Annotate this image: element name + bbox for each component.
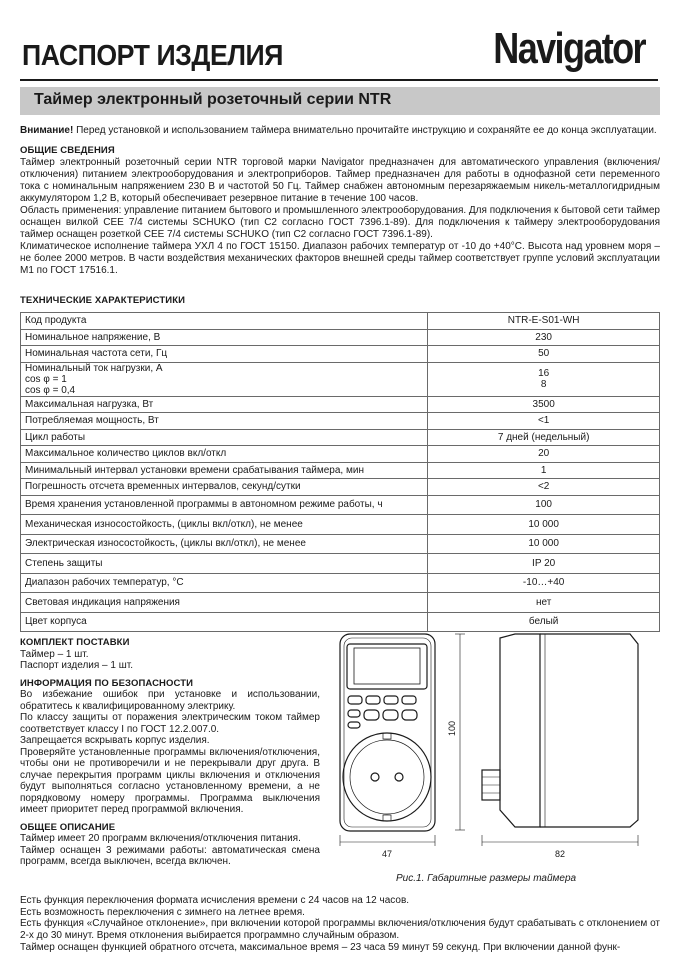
lcd-display-frame [347, 644, 427, 689]
dim-width-side-label: 82 [555, 849, 566, 859]
socket-ground-bottom [383, 815, 391, 821]
spec-row [21, 462, 660, 479]
spec-value: 3500 [428, 396, 660, 413]
general-section [20, 145, 660, 277]
description-heading: ОБЩЕЕ ОПИСАНИЕ [20, 821, 116, 833]
warning-text: Перед установкой и использованием таймера внимательно прочитайте инструкцию и сохраняйте ее до конца эксплуатации. [73, 125, 657, 136]
general-heading: ОБЩИЕ СВЕДЕНИЯ [20, 145, 115, 156]
spec-key: Погрешность отсчета временных интервалов, секунд/сутки [21, 479, 428, 496]
spec-key: Цикл работы [21, 429, 428, 446]
spec-key: Время хранения установленной программы в автономном режиме работы, ч [21, 495, 428, 515]
spec-value: 16 8 [428, 362, 660, 396]
spec-key: Номинальное напряжение, В [21, 329, 428, 346]
kit-item: Паспорт изделия – 1 шт. [20, 660, 134, 671]
spec-key: Номинальный ток нагрузки, А cos φ = 1 cos φ = 0,4 [21, 362, 428, 396]
spec-value: 10 000 [428, 534, 660, 554]
spec-key: Номинальная частота сети, Гц [21, 346, 428, 363]
socket-outer [343, 733, 431, 821]
spec-key: Потребляемая мощность, Вт [21, 413, 428, 430]
specs-heading: ТЕХНИЧЕСКИЕ ХАРАКТЕРИСТИКИ [20, 295, 186, 306]
front-view [340, 634, 435, 831]
timer-button [383, 710, 398, 720]
spec-key: Максимальная нагрузка, Вт [21, 396, 428, 413]
warning-line [20, 125, 660, 137]
spec-value: <1 [428, 413, 660, 430]
timer-button [384, 696, 398, 704]
timer-button [348, 696, 362, 704]
description-paragraph: Таймер оснащен функцией обратного отсчета, максимальное время – 23 часа 59 минут 59 секунд. При включении данной функ- [20, 941, 621, 953]
spec-value: 20 [428, 446, 660, 463]
safety-paragraph: По классу защиты от поражения электрическим током таймер соответствует классу I по ГОСТ 12.2.007.0. [20, 712, 320, 735]
timer-button [402, 710, 417, 720]
spec-value: NTR-E-S01-WH [428, 313, 660, 330]
spec-row [21, 612, 660, 632]
spec-row [21, 413, 660, 430]
side-view [482, 634, 638, 827]
spec-value: 7 дней (недельный) [428, 429, 660, 446]
page-title: ПАСПОРТ ИЗДЕЛИЯ [22, 40, 284, 72]
spec-value: 100 [428, 495, 660, 515]
lcd-display [354, 648, 420, 684]
spec-key: Световая индикация напряжения [21, 593, 428, 613]
spec-key: Степень защиты [21, 554, 428, 574]
spec-value: 1 [428, 462, 660, 479]
description-paragraph: Таймер оснащен 3 режимами работы: автоматическая смена программ, всегда выключен, всегда включен. [20, 844, 320, 867]
general-paragraph: Климатическое исполнение таймера УХЛ 4 по ГОСТ 15150. Диапазон рабочих температур от -10 до +40°С. Высота над уровнем моря – не более 2000 метров. В части воздействия механических факторов внешней среды таймер соответствует группе условий эксплуатации М1 по ГОСТ 17516.1. [20, 241, 660, 276]
side-body-back [540, 634, 638, 827]
spec-value: 50 [428, 346, 660, 363]
description-paragraph: Таймер имеет 20 программ включения/отключения питания. [20, 833, 301, 844]
spec-row [21, 329, 660, 346]
spec-key: Электрическая износостойкость, (циклы вкл/откл), не менее [21, 534, 428, 554]
kit-heading: КОМПЛЕКТ ПОСТАВКИ [20, 637, 130, 648]
timer-button [348, 710, 360, 717]
spec-row [21, 593, 660, 613]
figure-caption: Рис.1. Габаритные размеры таймера [396, 873, 577, 884]
spec-value: IP 20 [428, 554, 660, 574]
brand-logo: Navigator [493, 24, 645, 73]
spec-row [21, 446, 660, 463]
spec-value: -10…+40 [428, 573, 660, 593]
timer-button [366, 696, 380, 704]
safety-paragraph: Проверяйте установленные программы включения/отключения, чтобы они не противоречили и не перекрывали друг друга. В случае перекрытия программ циклы включения и отключения будут выполняться согласно установленному времени, а не порядковому номеру программы. Программа выключения имеет приоритет перед программой включения. [20, 746, 320, 815]
general-paragraph: Область применения: управление питанием бытового и промышленного электрооборудования. Для подключения к бытовой сети таймер оснащен вилкой CEE 7/4 системы SCHUKO (тип C2 согласно ГОСТ 7396.1-89). Для подключения к таймеру электрооборудования таймер оснащен розеткой CEE 7/4 системы SCHUKO (тип C2 согласно ГОСТ 7396.1-89). [20, 205, 660, 240]
spec-key: Максимальное количество циклов вкл/откл [21, 446, 428, 463]
dim-height-label: 100 [447, 720, 457, 736]
spec-row [21, 313, 660, 330]
socket-inner [350, 740, 424, 814]
general-paragraph: Таймер электронный розеточный серии NTR торговой марки Navigator предназначен для автоматического управления (включения/отключения) питанием электрооборудования и электроприборов. Таймер предназначен для работы в однофазной сети переменного тока с номинальным напряжением 230 В и частотой 50 Гц. Таймер снабжен автономным перезаряжаемым никель-металлогидридным аккумулятором 1,2 В, который обеспечивает резервное питание в течение 100 часов. [20, 157, 660, 204]
spec-value: <2 [428, 479, 660, 496]
product-banner [20, 87, 660, 115]
dimension-drawing [330, 630, 660, 890]
spec-key: Механическая износостойкость, (циклы вкл/откл), не менее [21, 515, 428, 535]
dim-width-front-label: 47 [382, 849, 393, 859]
specs-table [20, 312, 660, 632]
safety-paragraph: Во избежание ошибок при установке и использовании, обратитесь к квалифицированному электрику. [20, 689, 320, 712]
product-title: Таймер электронный розеточный серии NTR [34, 91, 392, 108]
safety-heading: ИНФОРМАЦИЯ ПО БЕЗОПАСНОСТИ [20, 677, 194, 689]
timer-button [348, 722, 360, 728]
spec-value: 10 000 [428, 515, 660, 535]
safety-paragraph: Запрещается вскрывать корпус изделия. [20, 735, 210, 746]
spec-row [21, 573, 660, 593]
side-body-front [500, 634, 540, 827]
spec-row [21, 554, 660, 574]
spec-row [21, 515, 660, 535]
description-paragraph: Есть функция переключения формата исчисления времени с 24 часов на 12 часов. [20, 895, 410, 906]
description-paragraph: Есть функция «Случайное отклонение», при включении которой программы включения/отключения будут срабатывать с отклонением от 2-х до 30 минут. Время отклонения выбирается программно случайным образом. [20, 918, 660, 942]
spec-row [21, 479, 660, 496]
socket-ground-top [383, 733, 391, 739]
description-paragraph: Есть возможность переключения с зимнего на летнее время. [20, 906, 305, 918]
description-continued [20, 895, 660, 954]
spec-row [21, 495, 660, 515]
socket-hole-left [371, 773, 379, 781]
spec-value: 230 [428, 329, 660, 346]
spec-row [21, 346, 660, 363]
spec-row [21, 534, 660, 554]
spec-key: Код продукта [21, 313, 428, 330]
spec-value: белый [428, 612, 660, 632]
button-row-top [348, 696, 416, 704]
spec-value: нет [428, 593, 660, 613]
timer-button [402, 696, 416, 704]
spec-row [21, 429, 660, 446]
left-column [20, 635, 320, 868]
spec-key: Минимальный интервал установки времени срабатывания таймера, мин [21, 462, 428, 479]
spec-key: Диапазон рабочих температур, °С [21, 573, 428, 593]
header-rule [20, 79, 658, 81]
warning-label: Внимание! [20, 125, 74, 136]
button-row-bottom [348, 710, 417, 728]
spec-row [21, 362, 660, 396]
kit-item: Таймер – 1 шт. [20, 648, 89, 660]
socket-hole-right [395, 773, 403, 781]
spec-key: Цвет корпуса [21, 612, 428, 632]
timer-button [364, 710, 379, 720]
spec-row [21, 396, 660, 413]
